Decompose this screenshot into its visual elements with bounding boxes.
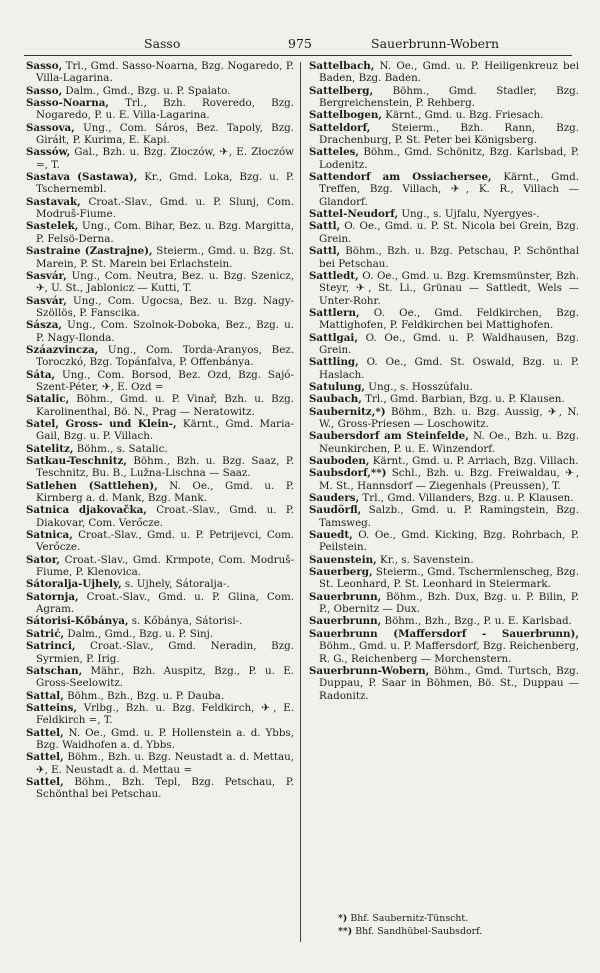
entry-headword: Sáta, bbox=[26, 368, 56, 381]
dictionary-entry bbox=[309, 356, 579, 381]
header-rule bbox=[24, 55, 572, 56]
entry-text: Ung., Com. Sáros, Bez. Tapoly, Bzg. Giráłt, P. Kurima, E. Kapi. bbox=[36, 121, 294, 147]
entry-text: Kr., Gmd. Loka, Bzg. u. P. Tschernembl. bbox=[36, 171, 294, 196]
entry-headword: Sauerberg, bbox=[309, 566, 373, 579]
dictionary-entry bbox=[26, 615, 294, 627]
entry-headword: Sattelbach, bbox=[309, 60, 375, 72]
entry-headword: Sasso, bbox=[26, 60, 63, 72]
page-number: 975 bbox=[288, 36, 312, 51]
entry-headword: Sattel, bbox=[26, 751, 64, 764]
entry-headword: Sasso-Noarna, bbox=[26, 97, 109, 110]
entry-headword: Satnica, bbox=[26, 529, 73, 542]
dictionary-entry bbox=[26, 443, 294, 455]
entry-headword: Saubernitz,*) bbox=[309, 405, 386, 418]
dictionary-entry bbox=[26, 171, 294, 196]
entry-text: Böhm., Bzh. u. Bzg. Aussig, ✈, N. W., Gross-Priesen — Loschowitz. bbox=[319, 405, 579, 430]
dictionary-entry bbox=[26, 554, 294, 579]
entry-headword: Satteldorf, bbox=[309, 121, 371, 134]
dictionary-entry bbox=[309, 591, 579, 616]
entry-text: N. Oe., Gmd. u. P. Kirnberg a. d. Mank, Bzg. Mank. bbox=[36, 479, 294, 505]
footnote-text: Bhf. Saubernitz-Tünscht. bbox=[350, 913, 469, 924]
entry-text: O. Oe., Gmd. u. Bzg. Kremsmünster, Bzh. Steyr, ✈, St. Li., Grünau — Sattledt, Wels — Unter-Rohr. bbox=[319, 269, 579, 307]
entry-text: Kr., s. Savenstein. bbox=[376, 553, 474, 566]
entry-headword: Sauboden, bbox=[309, 455, 370, 467]
entry-headword: Sattlgai, bbox=[309, 331, 358, 344]
entry-headword: Sátorisi-Kőbánya, bbox=[26, 615, 129, 628]
entry-text: Dalm., Gmd., Bzg. u. P. Sinj. bbox=[64, 627, 214, 640]
entry-text: Dalm., Gmd., Bzg. u. P. Spalato. bbox=[62, 84, 231, 97]
entry-text: O. Oe., Gmd. St. Oswald, Bzg. u. P. Haslach. bbox=[319, 356, 579, 381]
dictionary-entry bbox=[26, 122, 294, 147]
dictionary-entry bbox=[26, 418, 294, 443]
entry-headword: Satelitz, bbox=[26, 442, 74, 455]
entry-text: Böhm., s. Satalic. bbox=[73, 442, 168, 455]
entry-headword: Sassów, bbox=[26, 146, 71, 159]
entry-headword: Sattledt, bbox=[309, 269, 359, 282]
entry-headword: Sauders, bbox=[309, 492, 360, 505]
entry-text: Schl., Bzh. u. Bzg. Freiwaldau, ✈, M. St., Hannsdorf — Ziegenhals (Preussen), T. bbox=[319, 467, 579, 492]
entry-text: Croat.-Slav., Gmd. u. P. Petrijevci, Com. Verőcze. bbox=[36, 529, 294, 554]
dictionary-entry bbox=[26, 60, 294, 85]
dictionary-entry bbox=[26, 295, 294, 320]
dictionary-entry bbox=[26, 529, 294, 554]
dictionary-entry bbox=[309, 381, 579, 393]
dictionary-entry bbox=[309, 529, 579, 554]
entry-headword: Sauerbrunn, bbox=[309, 590, 382, 603]
entry-text: Gal., Bzh. u. Bzg. Złoczów, ✈, E. Złoczów =, T. bbox=[36, 146, 294, 171]
dictionary-entry bbox=[309, 665, 579, 702]
dictionary-entry bbox=[26, 504, 294, 529]
dictionary-entry bbox=[309, 492, 579, 504]
entry-text: Ung., Com. Borsod, Bez. Ozd, Bzg. Sajó-Szent-Péter, ✈, E. Ozd = bbox=[36, 368, 294, 393]
entry-headword: Sátoralja-Ujhely, bbox=[26, 578, 122, 591]
entry-headword: Sattel, bbox=[26, 726, 64, 739]
dictionary-entry bbox=[309, 554, 579, 566]
entry-text: O. Oe., Gmd. Kicking, Bzg. Rohrbach, P. Peilstein. bbox=[319, 529, 579, 554]
entry-headword: Satalic, bbox=[26, 393, 70, 406]
dictionary-entry bbox=[26, 455, 294, 480]
dictionary-entry bbox=[26, 480, 294, 505]
entry-headword: Sauerbrunn, bbox=[309, 615, 382, 628]
dictionary-entry bbox=[309, 628, 579, 665]
entry-text: Böhm., Gmd. u. P. Vinař, Bzh. u. Bzg. Karolinenthal, Bö. N., Prag — Neratowitz. bbox=[36, 393, 294, 418]
dictionary-entry bbox=[309, 393, 579, 405]
entry-headword: Sassova, bbox=[26, 121, 75, 134]
dictionary-entry bbox=[309, 566, 579, 591]
entry-headword: Száazvincza, bbox=[26, 343, 99, 356]
entry-text: Böhm., Gmd. Turtsch, Bzg. Duppau, P. Saar in Böhmen, Bö. St., Duppau — Radonitz. bbox=[319, 664, 579, 702]
dictionary-entry bbox=[26, 196, 294, 221]
entry-text: Trl., Bzh. Roveredo, Bzg. Nogaredo, P. u. E. Villa-Lagarina. bbox=[36, 97, 294, 122]
dictionary-entry bbox=[26, 628, 294, 640]
dictionary-entry bbox=[26, 369, 294, 394]
dictionary-entry bbox=[26, 727, 294, 752]
entry-text: Ung., Com. Neutra, Bez. u. Bzg. Szenicz, ✈, U. St., Jablonicz — Kutti, T. bbox=[36, 269, 294, 295]
entry-text: Kärnt., Gmd. Treffen, Bzg. Villach, ✈, K. R., Villach — Glandorf. bbox=[319, 171, 579, 208]
entry-text: Böhm., Bzh. u. Bzg. Petschau, P. Schönthal bei Petschau. bbox=[319, 245, 579, 270]
footnote-2 bbox=[338, 925, 482, 938]
entry-text: s. Kőbánya, Sátorisi-. bbox=[128, 615, 243, 628]
entry-headword: Sattelbogen, bbox=[309, 109, 382, 122]
entry-headword: Satrinci, bbox=[26, 640, 76, 653]
dictionary-entry bbox=[309, 504, 579, 529]
dictionary-entry bbox=[26, 319, 294, 344]
dictionary-entry bbox=[26, 751, 294, 776]
footnote-mark: *) bbox=[338, 913, 348, 924]
entry-headword: Sauenstein, bbox=[309, 553, 377, 566]
entry-headword: Satulung, bbox=[309, 380, 366, 393]
entry-headword: Sastavak, bbox=[26, 195, 81, 208]
entry-text: Ung., Com. Ugocsa, Bez. u. Bzg. Nagy-Szöllös, P. Fanscika. bbox=[36, 294, 294, 319]
entry-text: Steierm., Bzh. Rann, Bzg. Drachenburg, P. St. Peter bei Königsberg. bbox=[319, 121, 579, 147]
footnotes bbox=[338, 912, 482, 938]
entry-text: O. Oe., Gmd. u. P. Waldhausen, Bzg. Grein. bbox=[319, 331, 579, 356]
entry-text: N. Oe., Gmd. u. P. Heiligenkreuz bei Baden, Bzg. Baden. bbox=[319, 60, 579, 85]
entry-text: Ung., s. Hosszúfalu. bbox=[365, 380, 473, 393]
entry-headword: Sasvár, bbox=[26, 294, 67, 307]
entry-text: Croat.-Slav., Gmd. u. P. Slunj, Com. Modruš-Fiume. bbox=[36, 195, 294, 221]
entry-headword: Satteles, bbox=[309, 146, 360, 159]
dictionary-entry bbox=[26, 640, 294, 665]
entry-text: Trl., Gmd. Barbian, Bzg. u. P. Klausen. bbox=[361, 393, 565, 406]
dictionary-entry bbox=[26, 220, 294, 245]
entry-headword: Satschan, bbox=[26, 664, 83, 677]
entry-headword: Satteins, bbox=[26, 701, 77, 714]
entry-text: Steierm., Gmd. u. Bzg. St. Marein, P. St. Marein bei Erlachstein. bbox=[36, 245, 294, 270]
entry-headword: Sásza, bbox=[26, 319, 63, 332]
dictionary-entry bbox=[309, 467, 579, 492]
entry-text: Ung., s. Ujfalu, Nyergyes-. bbox=[398, 208, 540, 221]
column-divider bbox=[300, 62, 301, 942]
page-header bbox=[26, 36, 574, 54]
footnote-text: Bhf. Sandhübel-Saubsdorf. bbox=[355, 926, 483, 937]
entry-text: Böhm., Bzh. Dux, Bzg. u. P. Bilin, P. P., Obernitz — Dux. bbox=[319, 590, 579, 616]
dictionary-entry bbox=[309, 406, 579, 431]
entry-text: Ung., Com. Bihar, Bez. u. Bzg. Margitta, P. Felsö-Derna. bbox=[36, 220, 294, 245]
entry-headword: Sauedt, bbox=[309, 529, 353, 542]
dictionary-entry bbox=[26, 776, 294, 801]
footnote-1 bbox=[338, 912, 482, 925]
entry-text: Böhm., Gmd. u. P. Maffersdorf, Bzg. Reichenberg, R. G., Reichenberg — Morchenstern. bbox=[319, 640, 579, 665]
dictionary-entry bbox=[309, 171, 579, 208]
dictionary-entry bbox=[26, 591, 294, 616]
dictionary-entry bbox=[26, 245, 294, 270]
dictionary-entry bbox=[26, 97, 294, 122]
entry-text: Croat.-Slav., Gmd. Neradin, Bzg. Syrmien, P. Irig. bbox=[36, 640, 294, 665]
entry-headword: Sastava (Sastawa), bbox=[26, 171, 138, 184]
entry-text: s. Ujhely, Sátoralja-. bbox=[121, 578, 230, 591]
dictionary-entry bbox=[309, 208, 579, 220]
dictionary-entry bbox=[26, 578, 294, 590]
entry-headword: Sattlern, bbox=[309, 306, 360, 319]
entry-headword: Sattling, bbox=[309, 356, 359, 369]
entry-text: Mähr., Bzh. Auspitz, Bzg., P. u. E. Gross-Seelowitz. bbox=[36, 664, 294, 690]
entry-text: Böhm., Bzh. Tepl, Bzg. Petschau, P. Schönthal bei Petschau. bbox=[36, 775, 294, 801]
entry-text: Kärnt., Gmd. Maria-Gail, Bzg. u. P. Villach. bbox=[36, 417, 295, 443]
entry-headword: Sasvár, bbox=[26, 269, 67, 282]
entry-text: Croat.-Slav., Gmd. u. P. Glina, Com. Agram. bbox=[36, 590, 294, 616]
header-right-keyword: Sauerbrunn-Wobern bbox=[371, 36, 500, 51]
entry-headword: Sator, bbox=[26, 553, 60, 566]
left-column bbox=[26, 60, 294, 801]
right-column bbox=[309, 60, 579, 702]
dictionary-entry bbox=[309, 430, 579, 455]
entry-headword: Satkau-Teschnitz, bbox=[26, 455, 127, 467]
dictionary-entry bbox=[309, 220, 579, 245]
dictionary-entry bbox=[309, 109, 579, 121]
entry-headword: Sattel, bbox=[26, 775, 64, 788]
dictionary-entry bbox=[26, 270, 294, 295]
entry-headword: Sasso, bbox=[26, 84, 63, 97]
entry-text: O. Oe., Gmd. u. P. St. Nicola bei Grein, Bzg. Grein. bbox=[319, 220, 579, 245]
entry-text: Salzb., Gmd. u. P. Ramingstein, Bzg. Tamsweg. bbox=[319, 504, 579, 529]
dictionary-entry bbox=[309, 270, 579, 307]
dictionary-entry bbox=[26, 344, 294, 369]
entry-text: Böhm., Gmd. Stadler, Bzg. Bergreichenstein, P. Rehberg. bbox=[319, 84, 579, 110]
entry-text: Böhm., Gmd. Schönitz, Bzg. Karlsbad, P. Lodenitz. bbox=[319, 146, 579, 171]
dictionary-entry bbox=[309, 60, 579, 85]
entry-headword: Satnica djakovačka, bbox=[26, 504, 147, 517]
entry-headword: Saubsdorf,**) bbox=[309, 467, 387, 480]
entry-headword: Sattelberg, bbox=[309, 84, 374, 97]
entry-text: Böhm., Bzh., Bzg. u. P. Dauba. bbox=[63, 689, 225, 702]
dictionary-entry bbox=[309, 455, 579, 467]
entry-text: N. Oe., Bzh. u. Bzg. Neunkirchen, P. u. E. Winzendorf. bbox=[319, 430, 579, 455]
entry-headword: Satlehen (Sattlehen), bbox=[26, 479, 158, 492]
entry-headword: Satrić, bbox=[26, 627, 65, 640]
dictionary-entry bbox=[309, 146, 579, 171]
entry-text: Croat.-Slav., Gmd. Krmpote, Com. Modruš-Fiume, P. Klenovica. bbox=[36, 553, 294, 579]
entry-text: Böhm., Bzh. u. Bzg. Neustadt a. d. Mettau, ✈, E. Neustadt a. d. Mettau = bbox=[36, 751, 294, 776]
header-left-keyword: Sasso bbox=[144, 36, 181, 51]
entry-text: N. Oe., Gmd. u. P. Hollenstein a. d. Ybbs, Bzg. Waidhofen a. d. Ybbs. bbox=[36, 726, 294, 751]
footnote-mark: **) bbox=[338, 926, 353, 937]
entry-text: O. Oe., Gmd. Feldkirchen, Bzg. Mattighofen, P. Feldkirchen bei Mattighofen. bbox=[319, 306, 579, 332]
entry-text: Kärnt., Gmd. u. Bzg. Friesach. bbox=[381, 109, 544, 122]
entry-headword: Sauerbrunn (Maffersdorf - Sauerbrunn), bbox=[309, 627, 579, 640]
dictionary-entry bbox=[309, 245, 579, 270]
entry-headword: Sastelek, bbox=[26, 220, 79, 233]
entry-headword: Sauerbrunn-Wobern, bbox=[309, 664, 430, 677]
entry-headword: Saubersdorf am Steinfelde, bbox=[309, 430, 469, 443]
dictionary-entry bbox=[309, 332, 579, 357]
entry-headword: Sattendorf am Ossiachersee, bbox=[309, 171, 492, 184]
entry-headword: Sattl, bbox=[309, 245, 341, 258]
dictionary-entry bbox=[26, 690, 294, 702]
entry-headword: Saubach, bbox=[309, 393, 362, 406]
entry-text: Croat.-Slav., Gmd. u. P. Diakovar, Com. Verőcze. bbox=[36, 504, 294, 529]
entry-text: Steierm., Gmd. Tschermlenscheg, Bzg. St. Leonhard, P. St. Leonhard in Steiermark. bbox=[319, 566, 579, 591]
dictionary-entry bbox=[309, 85, 579, 110]
dictionary-entry bbox=[26, 665, 294, 690]
dictionary-entry bbox=[26, 702, 294, 727]
entry-text: Trl., Gmd. Sasso-Noarna, Bzg. Nogaredo, P. Villa-Lagarina. bbox=[36, 60, 294, 85]
entry-headword: Satornja, bbox=[26, 590, 79, 603]
dictionary-entry bbox=[309, 122, 579, 147]
entry-text: Böhm., Bzh. u. Bzg. Saaz, P. Teschnitz, Bu. B., Lužna-Lischna — Saaz. bbox=[36, 455, 294, 480]
entry-text: Trl., Gmd. Villanders, Bzg. u. P. Klausen. bbox=[359, 492, 574, 505]
entry-headword: Saudörfl, bbox=[309, 504, 362, 517]
entry-headword: Sattal, bbox=[26, 689, 64, 702]
entry-headword: Satel, Gross- und Klein-, bbox=[26, 417, 177, 430]
entry-text: Ung., Com. Torda-Aranyos, Bez. Toroczkó, Bzg. Topánfalva, P. Offenbánya. bbox=[36, 343, 294, 369]
dictionary-entry bbox=[26, 85, 294, 97]
entry-headword: Sattl, bbox=[309, 220, 341, 233]
dictionary-entry bbox=[26, 146, 294, 171]
dictionary-entry bbox=[26, 393, 294, 418]
entry-headword: Sastraine (Zastrajne), bbox=[26, 245, 153, 258]
entry-text: Böhm., Bzh., Bzg., P. u. E. Karlsbad. bbox=[381, 615, 572, 628]
entry-text: Kärnt., Gmd. u. P. Arriach, Bzg. Villach. bbox=[369, 455, 579, 467]
entry-headword: Sattel-Neudorf, bbox=[309, 208, 399, 221]
dictionary-entry bbox=[309, 307, 579, 332]
entry-text: Vrlbg., Bzh. u. Bzg. Feldkirch, ✈, E. Feldkirch =, T. bbox=[36, 701, 294, 727]
entry-text: Ung., Com. Szolnok-Doboka, Bez., Bzg. u. P. Nagy-Ilonda. bbox=[36, 319, 294, 344]
dictionary-entry bbox=[309, 615, 579, 627]
